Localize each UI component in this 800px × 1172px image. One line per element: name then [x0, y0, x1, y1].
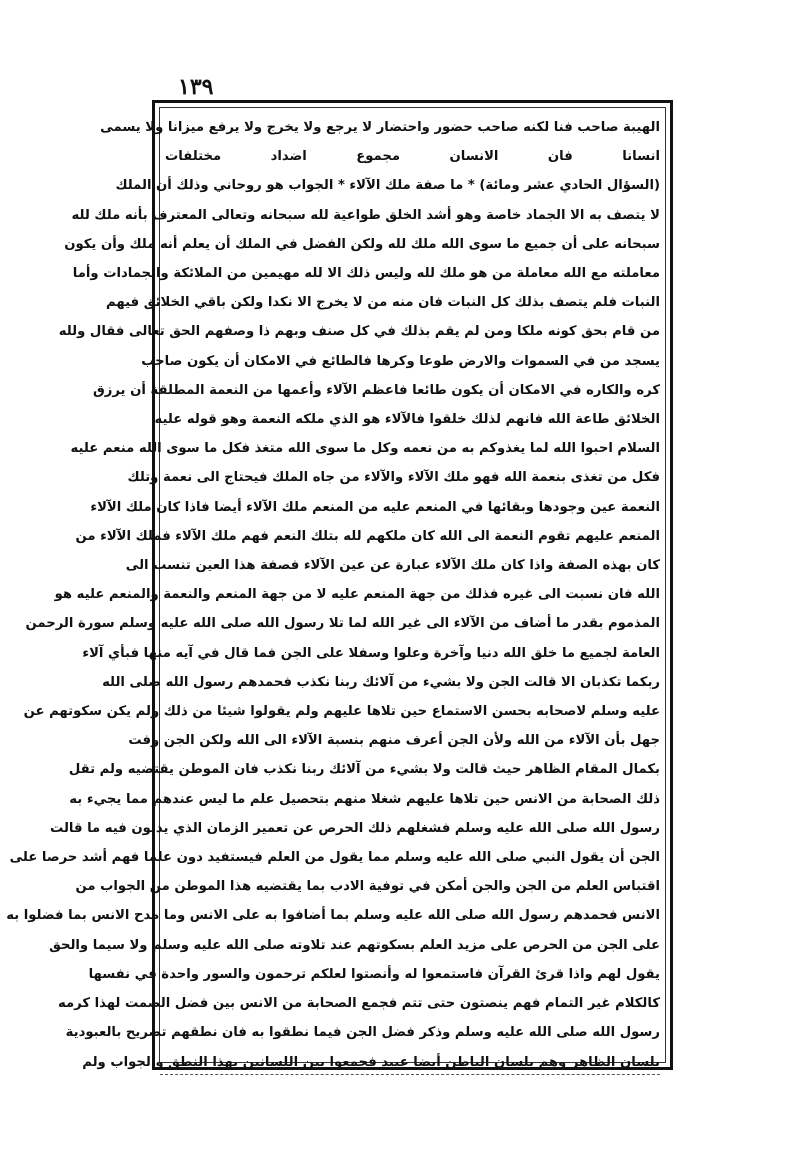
text-line: ذلك الصحابة من الانس حين تلاها عليهم شغلا منهم بتحصيل علم ما ليس عندهم مما يجيء به — [69, 791, 660, 807]
text-line: جهل بأن الآلاء من الله ولأن الجن أعرف منهم بنسبة الآلاء الى الله ولكن الجن وفت — [128, 733, 660, 749]
text-line: الخلائق طاعة الله فانهم لذلك خلقوا فالآلاء هو الذي ملكه النعمة وهو قوله عليه — [154, 412, 660, 428]
text-line: من قام بحق كونه ملكا ومن لم يقم بذلك في كل صنف وبهم ذا وصفهم الحق تعالى فقال ولله — [58, 324, 660, 340]
text-line: فكل من تغذى بنعمة الله فهو ملك الآلاء والآلاء من جاه الملك فيحتاج الى نعمة وتلك — [127, 470, 660, 486]
text-line: السلام احبوا الله لما يغذوكم به من نعمه وكل ما سوى الله متغذ فكل ما سوى الله منعم عليه — [70, 441, 660, 457]
text-line: على الجن من الحرص على مزيد العلم بسكوتهم عند تلاوته صلى الله عليه وسلم ولا سيما والحق — [49, 937, 660, 953]
text-line: رسول الله صلى الله عليه وسلم فشغلهم ذلك الحرص عن تعمير الزمان الذي يدلون فيه ما قالت — [49, 820, 660, 836]
text-line: لا يتصف به الا الجماد خاصة وهو أشد الخلق طواعية لله سبحانه وتعالى المعترف بأنه ملك لله — [71, 207, 660, 223]
text-line: النبات فلم يتصف بذلك كل النبات فان منه من لا يخرج الا نكدا ولكن باقي الخلائق فيهم — [106, 295, 660, 311]
text-line: بكمال المقام الظاهر حيث قالت ولا بشيء من آلائك ربنا نكذب فان الموطن يقتضيه ولم تقل — [68, 762, 660, 778]
text-line: عليه وسلم لاصحابه بحسن الاستماع حين تلاها عليهم ولم يقولوا شيئا من ذلك ولم يكن سكوتهم عن — [23, 704, 660, 720]
text-line: بلسان الظاهر وهم بلسان الباطن أيضا عبيد فجمعوا بين اللسانين بهذا النطق والجواب ولم — [82, 1054, 660, 1070]
text-line: المنعم عليهم تقوم النعمة الى الله كان ملكهم لله بتلك النعم فهم ملك الآلاء فملك الآلاء من — [75, 528, 660, 544]
text-frame — [6, 100, 673, 1070]
text-line: ربكما تكذبان الا قالت الجن ولا بشيء من آلائك ربنا نكذب فحمدهم رسول الله صلى الله — [102, 674, 660, 690]
text-line: انسانا فان الانسان مجموع اضداد مختلفات — [165, 149, 660, 165]
text-line: اقتباس العلم من الجن والجن أمكن في توفية الادب بما يقتضيه هذا الموطن من الجواب من — [75, 879, 660, 895]
body-text — [6, 113, 660, 1070]
text-line: رسول الله صلى الله عليه وسلم وذكر فضل الجن فيما نطقوا به فان نطقهم تصريح بالعبودية — [65, 1025, 660, 1041]
text-line: الله فان نسبت الى غيره فذلك من جهة المنعم عليه لا من جهة المنعم والنعمة والمنعم عليه هو — [54, 587, 660, 603]
text-line: النعمة عين وجودها وبقائها في المنعم عليه من المنعم ملك الآلاء أيضا فاذا كان ملك الآلاء — [90, 499, 660, 515]
text-line: الانس فحمدهم رسول الله صلى الله عليه وسلم بما أضافوا به على الانس وما مدح الانس بما فضلوا به — [6, 908, 660, 924]
text-line: كالكلام غير التمام فهم ينصتون حتى تتم فجمع الصحابة من الانس بين فضل الصمت لهذا كرمه — [57, 996, 660, 1012]
text-line: يسجد من في السموات والارض طوعا وكرها فالطائع في الامكان أن يكون صاحب — [141, 353, 660, 369]
text-line: الهيبة صاحب فنا لكنه صاحب حضور واحتضار لا يرجع ولا يخرج ولا يرفع ميزانا ولا يسمى — [100, 120, 660, 135]
text-line: العامة لجميع ما خلق الله دنيا وآخرة وعلوا وسفلا على الجن فما قال في آيه منها فبأي آلاء — [82, 645, 660, 661]
page-number: ١٣٩ — [178, 74, 214, 100]
text-line: يقول لهم واذا قرئ القرآن فاستمعوا له وأنصتوا لعلكم ترحمون والسور واحدة في نفسها — [88, 966, 660, 982]
text-line: كره والكاره في الامكان أن يكون طائعا فاعظم الآلاء وأعمها من النعمة المطلقة أن يرزق — [92, 382, 660, 398]
text-line: معاملته مع الله معاملة من هو ملك لله وليس ذلك الا لله مهيمين من الملائكة والجمادات وأما — [72, 266, 660, 282]
text-line: سبحانه على أن جميع ما سوى الله ملك لله ولكن الفضل في الملك أن يعلم أنه ملك وأن يكون — [64, 236, 660, 252]
text-line: المذموم بقدر ما أضاف من الآلاء الى غير الله لما تلا رسول الله صلى الله عليه وسلم سورة الرحمن — [25, 616, 660, 632]
text-line: (السؤال الحادي عشر ومائة) * ما صفة ملك الآلاء * الجواب هو روحاني وذلك أن الملك — [115, 178, 660, 194]
text-line: كان بهذه الصفة واذا كان ملك الآلاء عبارة عن عين الآلاء فصفة هذا العين تنسب الى — [125, 558, 660, 574]
bottom-rule — [160, 1074, 660, 1075]
text-line: الجن أن يقول النبي صلى الله عليه وسلم مما يقول من العلم فيستفيد دون علما فهم أشد حرصا على — [9, 850, 660, 866]
